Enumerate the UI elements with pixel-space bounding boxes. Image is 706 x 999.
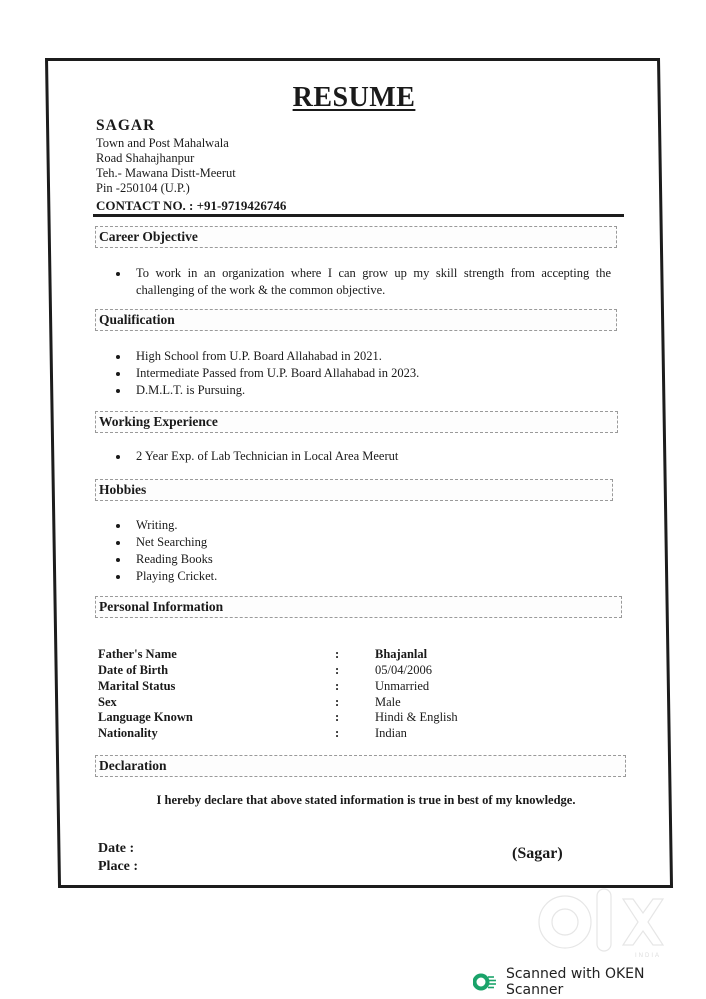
section-heading-label: Hobbies: [99, 482, 147, 497]
info-label: Marital Status: [98, 679, 176, 693]
info-row-language-known: [98, 710, 518, 726]
info-label: Father's Name: [98, 647, 177, 661]
info-separator: :: [335, 695, 340, 709]
hobbies-list: [114, 517, 611, 585]
info-row-sex: [98, 695, 518, 711]
info-value: Male: [375, 695, 401, 709]
header-divider: [93, 214, 624, 217]
section-heading-label: Qualification: [99, 312, 175, 327]
info-separator: :: [335, 647, 340, 661]
info-value: Indian: [375, 726, 407, 740]
info-label: Language Known: [98, 710, 193, 724]
info-row-fathers-name: [98, 647, 518, 663]
info-separator: :: [335, 679, 340, 693]
section-heading-declaration: [95, 755, 626, 777]
info-label: Nationality: [98, 726, 158, 740]
list-item: 2 Year Exp. of Lab Technician in Local Area Meerut: [114, 448, 611, 465]
info-label: Sex: [98, 695, 117, 709]
working-experience-list: [114, 448, 611, 465]
declaration-text: I hereby declare that above stated information is true in best of my knowledge.: [156, 793, 576, 807]
scanner-watermark: [473, 966, 706, 998]
signature: (Sagar): [512, 845, 563, 862]
address-line-4: Pin -250104 (U.P.): [96, 181, 190, 195]
list-item: Reading Books: [114, 551, 611, 568]
scanner-text: Scanned with OKEN Scanner: [505, 966, 645, 998]
qualification-list: [114, 348, 611, 399]
oken-scanner-logo-icon: [473, 973, 497, 991]
contact-number: CONTACT NO. : +91-9719426746: [96, 198, 287, 213]
info-row-date-of-birth: [98, 663, 518, 679]
section-heading-working-experience: [95, 411, 618, 433]
olx-watermark-icon: [535, 885, 675, 960]
list-item: Intermediate Passed from U.P. Board Allahabad in 2023.: [114, 365, 611, 382]
address-line-2: Road Shahajhanpur: [96, 151, 195, 165]
info-row-marital-status: [98, 679, 518, 695]
address-line-3: Teh.- Mawana Distt-Meerut: [96, 166, 236, 180]
career-objective-list: [114, 265, 611, 299]
list-item: D.M.L.T. is Pursuing.: [114, 382, 611, 399]
list-item: High School from U.P. Board Allahabad in 2021.: [114, 348, 611, 365]
info-value: Bhajanlal: [375, 647, 428, 661]
resume-title: RESUME: [292, 82, 416, 113]
address-line-1: Town and Post Mahalwala: [96, 136, 229, 150]
svg-text:INDIA: INDIA: [635, 953, 662, 959]
section-heading-label: Working Experience: [99, 414, 218, 429]
list-item: To work in an organization where I can grow up my skill strength from accepting the challenging of the work & the common objective.: [114, 265, 611, 299]
section-heading-hobbies: [95, 479, 613, 501]
section-heading-personal-information: [95, 596, 622, 618]
section-heading-qualification: [95, 309, 617, 331]
info-value: 05/04/2006: [375, 663, 432, 677]
section-heading-label: Declaration: [99, 758, 167, 773]
section-heading-label: Personal Information: [99, 599, 224, 614]
info-value: Unmarried: [375, 679, 430, 693]
info-separator: :: [335, 710, 340, 724]
info-label: Date of Birth: [98, 663, 169, 677]
section-heading-label: Career Objective: [99, 229, 198, 244]
info-separator: :: [335, 726, 340, 740]
list-item: Playing Cricket.: [114, 568, 611, 585]
list-item: Net Searching: [114, 534, 611, 551]
info-separator: :: [335, 663, 340, 677]
list-item: Writing.: [114, 517, 611, 534]
place-label: Place :: [98, 859, 139, 874]
info-row-nationality: [98, 726, 518, 742]
info-value: Hindi & English: [375, 710, 458, 724]
date-label: Date :: [98, 841, 135, 856]
section-heading-career-objective: [95, 226, 617, 248]
applicant-name: SAGAR: [96, 117, 156, 134]
